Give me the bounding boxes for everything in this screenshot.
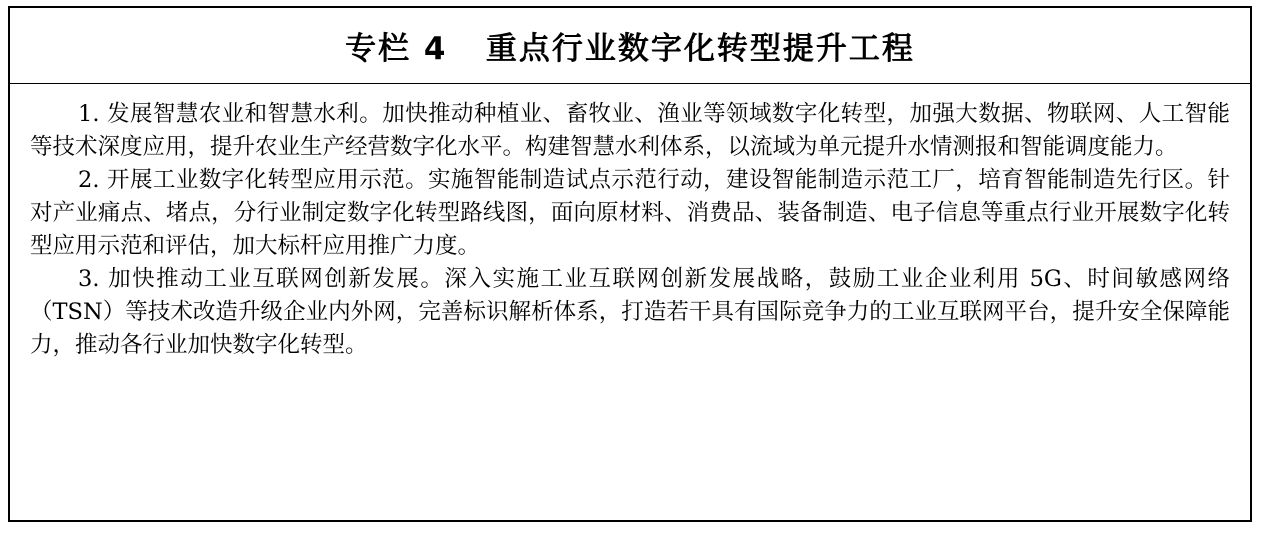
box-title-bar xyxy=(10,8,1250,84)
page-title: 专栏 4 重点行业数字化转型提升工程 xyxy=(345,31,915,67)
box-body xyxy=(10,84,1250,362)
column-box xyxy=(8,6,1252,522)
paragraph-2: 2. 开展工业数字化转型应用示范。实施智能制造试点示范行动，建设智能制造示范工厂，培育智能制造先行区。针对产业痛点、堵点，分行业制定数字化转型路线图，面向原材料、消费品、装备制造、电子信息等重点行业开展数字化转型应用示范和评估，加大标杆应用推广力度。 xyxy=(30,167,1230,259)
paragraph-1: 1. 发展智慧农业和智慧水利。加快推动种植业、畜牧业、渔业等领域数字化转型，加强大数据、物联网、人工智能等技术深度应用，提升农业生产经营数字化水平。构建智慧水利体系，以流域为单元提升水情测报和智能调度能力。 xyxy=(30,101,1230,160)
paragraph-3: 3. 加快推动工业互联网创新发展。深入实施工业互联网创新发展战略，鼓励工业企业利用 5G、时间敏感网络（TSN）等技术改造升级企业内外网，完善标识解析体系，打造若干具有国际竞争力的工业互联网平台，提升安全保障能力，推动各行业加快数字化转型。 xyxy=(30,266,1230,358)
